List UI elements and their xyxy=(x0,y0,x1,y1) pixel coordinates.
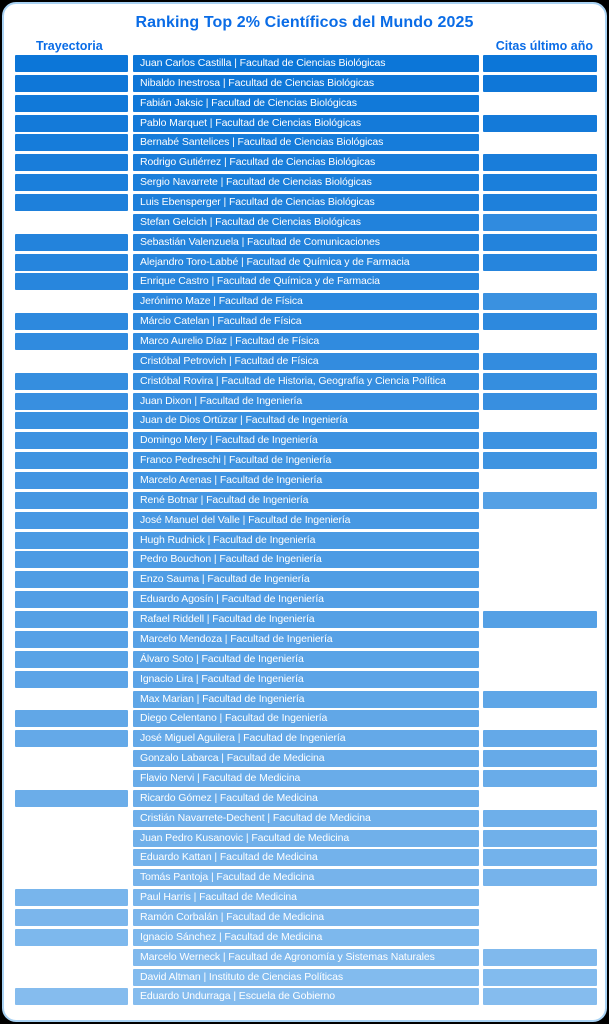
column-header-trayectoria: Trayectoria xyxy=(36,39,103,53)
table-row xyxy=(4,373,609,390)
trayectoria-bar xyxy=(15,432,128,449)
scientist-bar: Sergio Navarrete | Facultad de Ciencias Biológicas xyxy=(133,174,479,191)
table-row xyxy=(4,234,609,251)
citas-bar xyxy=(483,452,597,469)
scientist-bar: Flavio Nervi | Facultad de Medicina xyxy=(133,770,479,787)
citas-bar xyxy=(483,730,597,747)
scientist-bar: Cristóbal Rovira | Facultad de Historia, Geografía y Ciencia Política xyxy=(133,373,479,390)
scientist-bar: Enrique Castro | Facultad de Química y de Farmacia xyxy=(133,273,479,290)
scientist-bar: Enzo Sauma | Facultad de Ingeniería xyxy=(133,571,479,588)
citas-bar xyxy=(483,353,597,370)
trayectoria-bar xyxy=(15,988,128,1005)
citas-bar xyxy=(483,293,597,310)
trayectoria-bar xyxy=(15,631,128,648)
citas-bar xyxy=(483,849,597,866)
chart-title: Ranking Top 2% Científicos del Mundo 2025 xyxy=(135,14,474,31)
scientist-bar: Jerónimo Maze | Facultad de Física xyxy=(133,293,479,310)
table-row xyxy=(4,492,609,509)
table-row xyxy=(4,830,609,847)
scientist-bar: Marcelo Werneck | Facultad de Agronomía y Sistemas Naturales xyxy=(133,949,479,966)
citas-bar xyxy=(483,154,597,171)
citas-bar xyxy=(483,194,597,211)
scientist-bar: Ricardo Gómez | Facultad de Medicina xyxy=(133,790,479,807)
scientist-bar: Sebastián Valenzuela | Facultad de Comunicaciones xyxy=(133,234,479,251)
table-row xyxy=(4,432,609,449)
citas-bar xyxy=(483,174,597,191)
trayectoria-bar xyxy=(15,174,128,191)
scientist-bar: Juan Carlos Castilla | Facultad de Ciencias Biológicas xyxy=(133,55,479,72)
table-row xyxy=(4,353,609,370)
table-row xyxy=(4,730,609,747)
table-row xyxy=(4,869,609,886)
trayectoria-bar xyxy=(15,313,128,330)
table-row xyxy=(4,631,609,648)
table-row xyxy=(4,949,609,966)
trayectoria-bar xyxy=(15,710,128,727)
citas-bar xyxy=(483,214,597,231)
table-row xyxy=(4,254,609,271)
scientist-bar: Cristóbal Petrovich | Facultad de Física xyxy=(133,353,479,370)
scientist-bar: Nibaldo Inestrosa | Facultad de Ciencias Biológicas xyxy=(133,75,479,92)
scientist-bar: Rafael Riddell | Facultad de Ingeniería xyxy=(133,611,479,628)
table-row xyxy=(4,154,609,171)
scientist-bar: Domingo Mery | Facultad de Ingeniería xyxy=(133,432,479,449)
trayectoria-bar xyxy=(15,234,128,251)
scientist-bar: José Manuel del Valle | Facultad de Ingeniería xyxy=(133,512,479,529)
table-row xyxy=(4,571,609,588)
trayectoria-bar xyxy=(15,611,128,628)
table-row xyxy=(4,849,609,866)
citas-bar xyxy=(483,830,597,847)
table-row xyxy=(4,671,609,688)
citas-bar xyxy=(483,869,597,886)
trayectoria-bar xyxy=(15,194,128,211)
scientist-bar: Ignacio Lira | Facultad de Ingeniería xyxy=(133,671,479,688)
trayectoria-bar xyxy=(15,929,128,946)
table-row xyxy=(4,889,609,906)
citas-bar xyxy=(483,432,597,449)
table-row xyxy=(4,174,609,191)
trayectoria-bar xyxy=(15,551,128,568)
scientist-bar: Diego Celentano | Facultad de Ingeniería xyxy=(133,710,479,727)
table-row xyxy=(4,134,609,151)
scientist-bar: Pedro Bouchon | Facultad de Ingeniería xyxy=(133,551,479,568)
trayectoria-bar xyxy=(15,671,128,688)
trayectoria-bar xyxy=(15,532,128,549)
citas-bar xyxy=(483,373,597,390)
table-row xyxy=(4,770,609,787)
trayectoria-bar xyxy=(15,115,128,132)
column-header-citas: Citas último año xyxy=(495,39,593,53)
citas-bar xyxy=(483,254,597,271)
trayectoria-bar xyxy=(15,373,128,390)
scientist-bar: Márcio Catelan | Facultad de Física xyxy=(133,313,479,330)
citas-bar xyxy=(483,988,597,1005)
trayectoria-bar xyxy=(15,273,128,290)
trayectoria-bar xyxy=(15,55,128,72)
table-row xyxy=(4,790,609,807)
citas-bar xyxy=(483,234,597,251)
scientist-bar: Álvaro Soto | Facultad de Ingeniería xyxy=(133,651,479,668)
scientist-bar: Eduardo Undurraga | Escuela de Gobierno xyxy=(133,988,479,1005)
scientist-bar: Pablo Marquet | Facultad de Ciencias Biológicas xyxy=(133,115,479,132)
citas-bar xyxy=(483,969,597,986)
scientist-bar: Eduardo Agosín | Facultad de Ingeniería xyxy=(133,591,479,608)
citas-bar xyxy=(483,611,597,628)
trayectoria-bar xyxy=(15,889,128,906)
scientist-bar: René Botnar | Facultad de Ingeniería xyxy=(133,492,479,509)
table-row xyxy=(4,333,609,350)
scientist-bar: Paul Harris | Facultad de Medicina xyxy=(133,889,479,906)
table-row xyxy=(4,591,609,608)
scientist-bar: José Miguel Aguilera | Facultad de Ingeniería xyxy=(133,730,479,747)
scientist-bar: Rodrigo Gutiérrez | Facultad de Ciencias Biológicas xyxy=(133,154,479,171)
table-row xyxy=(4,472,609,489)
trayectoria-bar xyxy=(15,333,128,350)
trayectoria-bar xyxy=(15,95,128,112)
table-row xyxy=(4,909,609,926)
table-row xyxy=(4,452,609,469)
citas-bar xyxy=(483,949,597,966)
table-row xyxy=(4,611,609,628)
scientist-bar: David Altman | Instituto de Ciencias Políticas xyxy=(133,969,479,986)
trayectoria-bar xyxy=(15,412,128,429)
scientist-bar: Franco Pedreschi | Facultad de Ingeniería xyxy=(133,452,479,469)
table-row xyxy=(4,988,609,1005)
table-row xyxy=(4,512,609,529)
table-row xyxy=(4,273,609,290)
table-row xyxy=(4,194,609,211)
chart-panel xyxy=(2,2,607,1022)
trayectoria-bar xyxy=(15,571,128,588)
trayectoria-bar xyxy=(15,393,128,410)
scientist-bar: Juan Dixon | Facultad de Ingeniería xyxy=(133,393,479,410)
trayectoria-bar xyxy=(15,512,128,529)
citas-bar xyxy=(483,115,597,132)
scientist-bar: Tomás Pantoja | Facultad de Medicina xyxy=(133,869,479,886)
trayectoria-bar xyxy=(15,75,128,92)
trayectoria-bar xyxy=(15,790,128,807)
table-row xyxy=(4,750,609,767)
scientist-bar: Juan Pedro Kusanovic | Facultad de Medicina xyxy=(133,830,479,847)
table-row xyxy=(4,412,609,429)
scientist-bar: Juan de Dios Ortúzar | Facultad de Ingeniería xyxy=(133,412,479,429)
table-row xyxy=(4,691,609,708)
trayectoria-bar xyxy=(15,492,128,509)
table-row xyxy=(4,393,609,410)
table-row xyxy=(4,75,609,92)
citas-bar xyxy=(483,393,597,410)
citas-bar xyxy=(483,55,597,72)
table-row xyxy=(4,929,609,946)
scientist-bar: Fabián Jaksic | Facultad de Ciencias Biológicas xyxy=(133,95,479,112)
table-row xyxy=(4,651,609,668)
trayectoria-bar xyxy=(15,909,128,926)
table-row xyxy=(4,532,609,549)
table-row xyxy=(4,969,609,986)
scientist-bar: Ignacio Sánchez | Facultad de Medicina xyxy=(133,929,479,946)
table-row xyxy=(4,115,609,132)
scientist-bar: Marcelo Arenas | Facultad de Ingeniería xyxy=(133,472,479,489)
citas-bar xyxy=(483,750,597,767)
table-row xyxy=(4,214,609,231)
citas-bar xyxy=(483,810,597,827)
citas-bar xyxy=(483,492,597,509)
trayectoria-bar xyxy=(15,134,128,151)
table-row xyxy=(4,293,609,310)
scientist-bar: Max Marian | Facultad de Ingeniería xyxy=(133,691,479,708)
scientist-bar: Cristián Navarrete-Dechent | Facultad de Medicina xyxy=(133,810,479,827)
trayectoria-bar xyxy=(15,591,128,608)
scientist-bar: Gonzalo Labarca | Facultad de Medicina xyxy=(133,750,479,767)
trayectoria-bar xyxy=(15,472,128,489)
scientist-bar: Hugh Rudnick | Facultad de Ingeniería xyxy=(133,532,479,549)
citas-bar xyxy=(483,75,597,92)
table-row xyxy=(4,55,609,72)
table-row xyxy=(4,810,609,827)
table-row xyxy=(4,551,609,568)
trayectoria-bar xyxy=(15,730,128,747)
rows-container xyxy=(4,55,609,1008)
citas-bar xyxy=(483,313,597,330)
scientist-bar: Ramón Corbalán | Facultad de Medicina xyxy=(133,909,479,926)
scientist-bar: Luis Ebensperger | Facultad de Ciencias Biológicas xyxy=(133,194,479,211)
table-row xyxy=(4,95,609,112)
table-row xyxy=(4,710,609,727)
scientist-bar: Marco Aurelio Díaz | Facultad de Física xyxy=(133,333,479,350)
scientist-bar: Marcelo Mendoza | Facultad de Ingeniería xyxy=(133,631,479,648)
trayectoria-bar xyxy=(15,651,128,668)
scientist-bar: Eduardo Kattan | Facultad de Medicina xyxy=(133,849,479,866)
trayectoria-bar xyxy=(15,254,128,271)
scientist-bar: Alejandro Toro-Labbé | Facultad de Química y de Farmacia xyxy=(133,254,479,271)
scientist-bar: Stefan Gelcich | Facultad de Ciencias Biológicas xyxy=(133,214,479,231)
trayectoria-bar xyxy=(15,452,128,469)
trayectoria-bar xyxy=(15,154,128,171)
scientist-bar: Bernabé Santelices | Facultad de Ciencias Biológicas xyxy=(133,134,479,151)
table-row xyxy=(4,313,609,330)
citas-bar xyxy=(483,770,597,787)
citas-bar xyxy=(483,691,597,708)
